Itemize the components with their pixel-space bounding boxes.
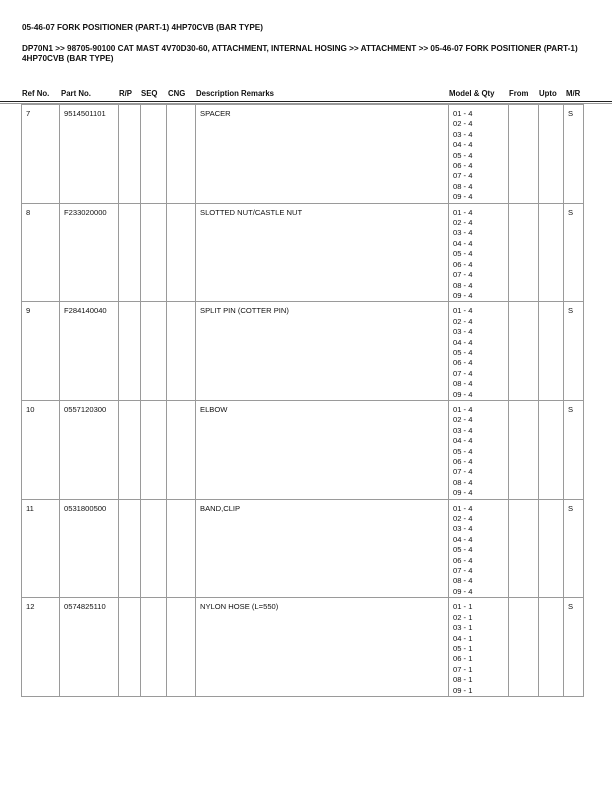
- table-row: [22, 203, 584, 302]
- model-qty-entry: 01 - 4: [453, 109, 473, 118]
- header-ref-no: Ref No.: [22, 89, 50, 98]
- model-qty-entry: 01 - 1: [453, 602, 473, 612]
- parts-table: [21, 104, 584, 697]
- model-qty-entry: 04 - 4: [453, 140, 473, 150]
- from: [509, 203, 539, 302]
- model-qty-entry: 07 - 4: [453, 270, 473, 280]
- part-no: F284140040: [60, 302, 119, 401]
- model-qty-entry: 02 - 1: [453, 612, 473, 622]
- model-qty-entry: 04 - 4: [453, 238, 473, 248]
- model-qty: [449, 598, 509, 697]
- model-qty-entry: 09 - 4: [453, 192, 473, 202]
- model-qty-entry: 02 - 4: [453, 119, 473, 129]
- model-qty: [449, 499, 509, 598]
- model-qty-entry: 02 - 4: [453, 514, 473, 524]
- seq: [141, 499, 167, 598]
- model-qty-entry: 06 - 4: [453, 358, 473, 368]
- model-qty-entry: 01 - 4: [453, 306, 473, 316]
- model-qty: [449, 105, 509, 204]
- header-part-no: Part No.: [61, 89, 91, 98]
- header-divider: [0, 101, 612, 102]
- model-qty-entry: 01 - 4: [453, 503, 473, 513]
- model-qty-entry: 08 - 4: [453, 477, 473, 487]
- model-qty-entry: 09 - 4: [453, 290, 473, 300]
- part-no: F233020000: [60, 203, 119, 302]
- model-qty-entry: 06 - 4: [453, 555, 473, 565]
- model-qty-entry: 02 - 4: [453, 218, 473, 228]
- part-no: 0557120300: [60, 400, 119, 499]
- ref-no: 9: [22, 302, 60, 401]
- seq: [141, 598, 167, 697]
- ref-no: 11: [22, 499, 60, 598]
- model-qty-entry: 07 - 4: [453, 368, 473, 378]
- rp: [119, 302, 141, 401]
- rp: [119, 598, 141, 697]
- model-qty-entry: 07 - 1: [453, 664, 473, 674]
- part-no: 0574825110: [60, 598, 119, 697]
- rp: [119, 105, 141, 204]
- seq: [141, 105, 167, 204]
- from: [509, 302, 539, 401]
- model-qty-entry: 05 - 4: [453, 150, 473, 160]
- model-qty-entry: 05 - 4: [453, 347, 473, 357]
- seq: [141, 400, 167, 499]
- part-no: 9514501101: [60, 105, 119, 204]
- model-qty-entry: 02 - 4: [453, 316, 473, 326]
- model-qty-entry: 08 - 4: [453, 379, 473, 389]
- table-row: [22, 105, 584, 204]
- mr: S: [564, 400, 584, 499]
- table-row: [22, 302, 584, 401]
- rp: [119, 203, 141, 302]
- from: [509, 105, 539, 204]
- ref-no: 12: [22, 598, 60, 697]
- model-qty-entry: 04 - 4: [453, 436, 473, 446]
- model-qty-entry: 06 - 1: [453, 654, 473, 664]
- description: SPACER: [196, 105, 449, 204]
- model-qty-entry: 04 - 1: [453, 633, 473, 643]
- cng: [167, 499, 196, 598]
- upto: [539, 598, 564, 697]
- header-upto: Upto: [539, 89, 557, 98]
- upto: [539, 499, 564, 598]
- model-qty-entry: 06 - 4: [453, 457, 473, 466]
- model-qty-entry: 04 - 4: [453, 534, 473, 544]
- part-no: 0531800500: [60, 499, 119, 598]
- upto: [539, 203, 564, 302]
- header-model-qty: Model & Qty: [449, 89, 495, 98]
- model-qty-entry: 09 - 1: [453, 685, 473, 695]
- header-seq: SEQ: [141, 89, 158, 98]
- table-row: [22, 598, 584, 697]
- mr: S: [564, 203, 584, 302]
- from: [509, 400, 539, 499]
- model-qty-entry: 03 - 4: [453, 524, 473, 534]
- model-qty-entry: 05 - 4: [453, 446, 473, 456]
- model-qty-entry: 03 - 4: [453, 129, 473, 139]
- cng: [167, 598, 196, 697]
- from: [509, 598, 539, 697]
- upto: [539, 302, 564, 401]
- description: SLOTTED NUT/CASTLE NUT: [196, 203, 449, 302]
- model-qty-entry: 02 - 4: [453, 415, 473, 425]
- model-qty-entry: 03 - 4: [453, 228, 473, 238]
- model-qty-entry: 06 - 4: [453, 259, 473, 269]
- from: [509, 499, 539, 598]
- upto: [539, 400, 564, 499]
- model-qty-entry: 05 - 1: [453, 643, 473, 653]
- rp: [119, 499, 141, 598]
- model-qty-entry: 09 - 4: [453, 488, 473, 498]
- description: ELBOW: [196, 400, 449, 499]
- cng: [167, 302, 196, 401]
- cng: [167, 203, 196, 302]
- cng: [167, 400, 196, 499]
- table-row: [22, 400, 584, 499]
- model-qty-entry: 08 - 1: [453, 675, 473, 685]
- model-qty-entry: 03 - 1: [453, 623, 473, 633]
- seq: [141, 203, 167, 302]
- model-qty-entry: 09 - 4: [453, 586, 473, 596]
- model-qty: [449, 302, 509, 401]
- header-rp: R/P: [119, 89, 132, 98]
- model-qty-entry: 07 - 4: [453, 467, 473, 477]
- ref-no: 7: [22, 105, 60, 204]
- cng: [167, 105, 196, 204]
- seq: [141, 302, 167, 401]
- table-row: [22, 499, 584, 598]
- model-qty-entry: 09 - 4: [453, 389, 473, 399]
- model-qty-entry: 01 - 4: [453, 404, 473, 414]
- model-qty-entry: 08 - 4: [453, 576, 473, 586]
- model-qty-entry: 06 - 4: [453, 161, 473, 171]
- model-qty-entry: 03 - 4: [453, 327, 473, 337]
- model-qty: [449, 400, 509, 499]
- model-qty-entry: 05 - 4: [453, 249, 473, 259]
- model-qty-entry: 07 - 4: [453, 171, 473, 181]
- model-qty-entry: 01 - 4: [453, 207, 473, 217]
- model-qty-entry: 05 - 4: [453, 545, 473, 555]
- model-qty-entry: 08 - 4: [453, 181, 473, 191]
- model-qty-entry: 03 - 4: [453, 425, 473, 435]
- ref-no: 10: [22, 400, 60, 499]
- model-qty-entry: 04 - 4: [453, 337, 473, 347]
- mr: S: [564, 105, 584, 204]
- rp: [119, 400, 141, 499]
- upto: [539, 105, 564, 204]
- breadcrumb: DP70N1 >> 98705-90100 CAT MAST 4V70D30-60, ATTACHMENT, INTERNAL HOSING >> ATTACHMENT >> 05-46-07 FORK POSITIONER (PART-1) 4HP70CVB (BAR TYPE): [22, 44, 578, 63]
- mr: S: [564, 598, 584, 697]
- model-qty-entry: 08 - 4: [453, 280, 473, 290]
- header-description: Description Remarks: [196, 89, 274, 98]
- mr: S: [564, 302, 584, 401]
- description: NYLON HOSE (L=550): [196, 598, 449, 697]
- header-from: From: [509, 89, 529, 98]
- mr: S: [564, 499, 584, 598]
- model-qty: [449, 203, 509, 302]
- ref-no: 8: [22, 203, 60, 302]
- model-qty-entry: 07 - 4: [453, 566, 473, 576]
- page-title: 05-46-07 FORK POSITIONER (PART-1) 4HP70CVB (BAR TYPE): [22, 23, 263, 32]
- description: SPLIT PIN (COTTER PIN): [196, 302, 449, 401]
- description: BAND,CLIP: [196, 499, 449, 598]
- header-mr: M/R: [566, 89, 581, 98]
- header-cng: CNG: [168, 89, 186, 98]
